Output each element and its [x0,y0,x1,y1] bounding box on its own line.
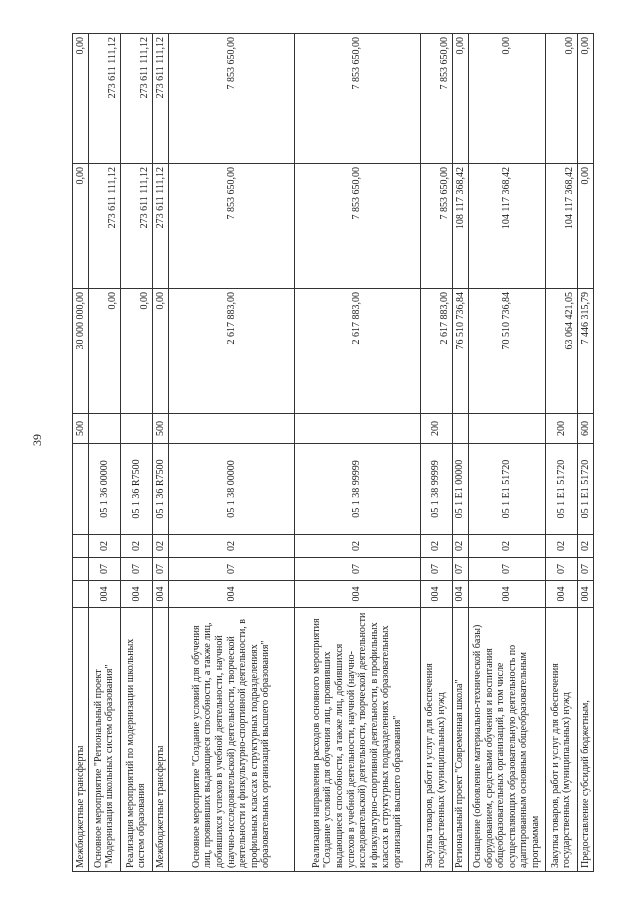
cell-subsection-code: 02 [88,535,120,558]
cell-amount-1: 76 510 736,84 [452,289,468,414]
budget-table-container [72,34,594,872]
cell-amount-3: 0,00 [545,34,577,164]
cell-name: Межбюджетные трансферты [152,608,168,872]
cell-target-article: 05 1 38 99999 [294,444,420,535]
cell-amount-1: 0,00 [88,289,120,414]
cell-name: Основное мероприятие "Региональный проект "Модернизация школьных систем образования" [88,608,120,872]
cell-ministry-code: 004 [120,581,152,608]
cell-subsection-code [73,535,89,558]
cell-subsection-code: 02 [468,535,545,558]
cell-subsection-code: 02 [120,535,152,558]
cell-ministry-code: 004 [88,581,120,608]
cell-ministry-code: 004 [468,581,545,608]
cell-subsection-code: 02 [168,535,294,558]
cell-name: Предоставление субсидий бюджетным, [577,608,593,872]
table-row [88,34,120,872]
cell-amount-3: 7 853 650,00 [168,34,294,164]
cell-ministry-code: 004 [545,581,577,608]
cell-section-code: 07 [420,558,452,581]
cell-amount-3: 0,00 [577,34,593,164]
cell-amount-3: 0,00 [73,34,89,164]
cell-amount-2: 7 853 650,00 [294,164,420,289]
cell-amount-2: 273 611 111,12 [120,164,152,289]
cell-name: Основное мероприятие "Создание условий для обучения лиц, проявивших выдающиеся способности, а также лиц, добившихся успехов в учебной деятельности, научной (научно-исследовательской) деятельности, творческой деятельности и физкультурно-спортивной деятельности, в профильных классах в структурных подразделениях образовательных организаций высшего образования" [168,608,294,872]
cell-target-article: 05 1 38 99999 [420,444,452,535]
cell-expense-type: 500 [73,414,89,444]
cell-amount-1: 30 000 000,00 [73,289,89,414]
table-row [168,34,294,872]
cell-name: Реализация направления расходов основного мероприятия "Создание условий для обучения лиц, проявивших выдающиеся способности, а также лиц, добившихся успехов в учебной деятельности, научной (научно-исследовательской) деятельности, творческой деятельности и физкультурно-спортивной деятельности, в профильных классах в структурных подразделениях образовательных организаций высшего образования" [294,608,420,872]
cell-expense-type [168,414,294,444]
table-row [545,34,577,872]
cell-section-code: 07 [120,558,152,581]
cell-target-article: 05 1 E1 00000 [452,444,468,535]
cell-target-article: 05 1 38 00000 [168,444,294,535]
cell-amount-3: 7 853 650,00 [294,34,420,164]
cell-amount-1: 70 510 736,84 [468,289,545,414]
cell-target-article: 05 1 E1 51720 [468,444,545,535]
cell-amount-1: 0,00 [120,289,152,414]
cell-target-article: 05 1 36 R7500 [152,444,168,535]
cell-expense-type [120,414,152,444]
cell-amount-2: 108 117 368,42 [452,164,468,289]
cell-amount-1: 0,00 [152,289,168,414]
cell-subsection-code: 02 [152,535,168,558]
cell-section-code [73,558,89,581]
cell-section-code: 07 [468,558,545,581]
cell-name: Межбюджетные трансферты [73,608,89,872]
cell-expense-type [468,414,545,444]
cell-target-article: 05 1 E1 51720 [545,444,577,535]
cell-amount-1: 2 617 883,00 [168,289,294,414]
cell-amount-1: 63 064 421,05 [545,289,577,414]
cell-ministry-code: 004 [420,581,452,608]
cell-name: Закупка товаров, работ и услуг для обеспечения государственных (муниципальных) нужд [420,608,452,872]
cell-expense-type: 500 [152,414,168,444]
cell-amount-1: 7 446 315,79 [577,289,593,414]
cell-name: Региональный проект "Современная школа" [452,608,468,872]
cell-amount-3: 0,00 [452,34,468,164]
cell-amount-3: 273 611 111,12 [88,34,120,164]
cell-amount-1: 2 617 883,00 [420,289,452,414]
table-row [120,34,152,872]
cell-amount-2: 7 853 650,00 [420,164,452,289]
table-row [73,34,89,872]
cell-section-code: 07 [294,558,420,581]
cell-amount-3: 273 611 111,12 [152,34,168,164]
table-row [577,34,593,872]
table-row [294,34,420,872]
cell-section-code: 07 [577,558,593,581]
cell-subsection-code: 02 [577,535,593,558]
cell-expense-type [294,414,420,444]
cell-section-code: 07 [152,558,168,581]
cell-amount-2: 0,00 [577,164,593,289]
cell-target-article: 05 1 36 R7500 [120,444,152,535]
cell-section-code: 07 [88,558,120,581]
table-row [452,34,468,872]
cell-name: Реализация мероприятий по модернизации школьных систем образования [120,608,152,872]
cell-target-article: 05 1 E1 51720 [577,444,593,535]
table-row [468,34,545,872]
cell-subsection-code: 02 [452,535,468,558]
cell-ministry-code: 004 [294,581,420,608]
cell-expense-type: 600 [577,414,593,444]
cell-amount-1: 2 617 883,00 [294,289,420,414]
cell-ministry-code: 004 [152,581,168,608]
cell-name: Оснащение (обновление материально-технической базы) оборудованием, средствами обучения и воспитания общеобразовательных организаций, в том числе осуществляющих образовательную деятельность по адаптированным основным общеобразовательным программам [468,608,545,872]
cell-amount-3: 0,00 [468,34,545,164]
cell-amount-2: 273 611 111,12 [88,164,120,289]
table-row [420,34,452,872]
cell-amount-2: 0,00 [73,164,89,289]
table-row [152,34,168,872]
cell-subsection-code: 02 [420,535,452,558]
cell-section-code: 07 [168,558,294,581]
cell-subsection-code: 02 [545,535,577,558]
cell-expense-type: 200 [420,414,452,444]
cell-amount-2: 104 117 368,42 [545,164,577,289]
cell-ministry-code [73,581,89,608]
cell-amount-2: 273 611 111,12 [152,164,168,289]
cell-expense-type: 200 [545,414,577,444]
cell-name: Закупка товаров, работ и услуг для обеспечения государственных (муниципальных) нужд [545,608,577,872]
cell-target-article [73,444,89,535]
cell-subsection-code: 02 [294,535,420,558]
cell-amount-2: 104 117 368,42 [468,164,545,289]
cell-ministry-code: 004 [577,581,593,608]
cell-target-article: 05 1 36 00000 [88,444,120,535]
page-number: 39 [30,434,44,446]
cell-expense-type [452,414,468,444]
cell-amount-3: 7 853 650,00 [420,34,452,164]
cell-section-code: 07 [452,558,468,581]
cell-section-code: 07 [545,558,577,581]
cell-amount-2: 7 853 650,00 [168,164,294,289]
cell-ministry-code: 004 [168,581,294,608]
budget-table [72,33,594,872]
cell-ministry-code: 004 [452,581,468,608]
cell-expense-type [88,414,120,444]
cell-amount-3: 273 611 111,12 [120,34,152,164]
